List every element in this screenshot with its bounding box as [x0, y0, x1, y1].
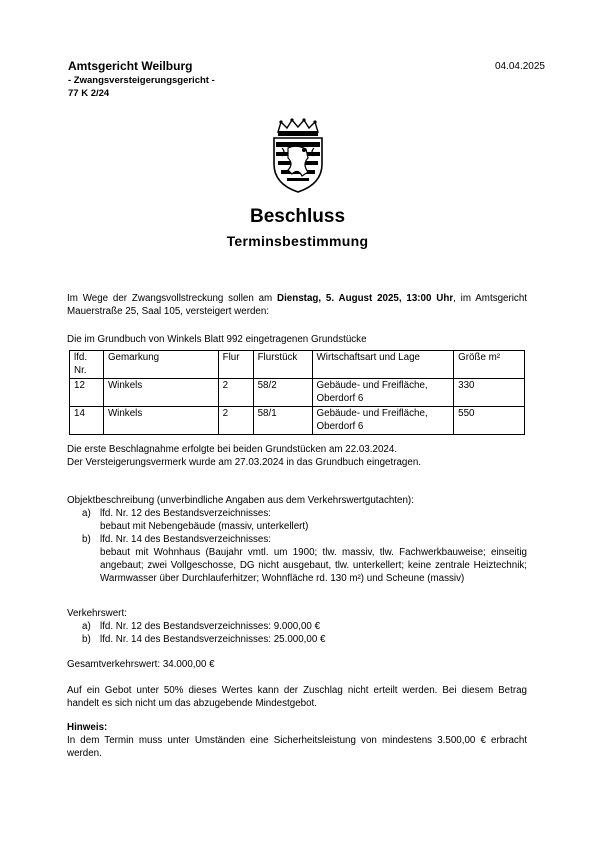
table-cell: Gebäude- und Freifläche, Oberdorf 6 — [312, 407, 454, 435]
table-cell: 2 — [218, 379, 253, 407]
table-cell: 2 — [218, 407, 253, 435]
table-cell: 12 — [70, 379, 104, 407]
list-label: lfd. Nr. 14 des Bestandsverzeichnisses: — [100, 534, 271, 545]
table-header: Flurstück — [253, 351, 312, 379]
document-date: 04.04.2025 — [494, 61, 545, 72]
list-marker: a) — [82, 621, 91, 632]
list-marker: a) — [82, 508, 91, 519]
hessen-coat-of-arms-icon — [268, 118, 328, 194]
table-cell: 58/1 — [253, 407, 312, 435]
table-cell: 58/2 — [253, 379, 312, 407]
document-title: Beschluss — [249, 206, 346, 227]
list-marker: b) — [82, 534, 91, 545]
list-text: lfd. Nr. 14 des Bestandsverzeichnisses: 25.000,00 € — [100, 634, 326, 645]
hint-heading: Hinweis: — [67, 722, 108, 733]
table-header-row — [70, 351, 525, 379]
court-name: Amtsgericht Weilburg — [68, 59, 193, 73]
objects-heading: Objektbeschreibung (unverbindliche Angaben aus dem Verkehrswertgutachten): — [67, 495, 414, 506]
list-marker: b) — [82, 634, 91, 645]
seizure-line-2: Der Versteigerungsvermerk wurde am 27.03.2024 in das Grundbuch eingetragen. — [67, 457, 421, 468]
list-text: lfd. Nr. 12 des Bestandsverzeichnisses: 9.000,00 € — [100, 621, 321, 632]
document-subtitle: Terminsbestimmung — [226, 233, 369, 249]
list-item-text: bebaut mit Wohnhaus (Baujahr vmtl. um 1900; tlw. massiv, tlw. Fachwerkbauweise; einseitig angebaut; zwei Vollgeschosse, DG nicht ausgebaut, tlw. unterkellert; keine zentrale Heiztechnik; Warmwasser über Durchlauferhitzer; Wohnfläche rd. 130 m²) und Scheune (massiv) — [100, 547, 527, 584]
list-item — [82, 633, 527, 646]
court-department: - Zwangsversteigerungsgericht - — [68, 75, 215, 86]
table-header: Größe m² — [454, 351, 525, 379]
register-line: Die im Grundbuch von Winkels Blatt 992 eingetragenen Grundstücke — [67, 334, 367, 345]
list-item — [82, 620, 527, 633]
total-market-value: Gesamtverkehrswert: 34.000,00 € — [67, 659, 215, 670]
appointment-date: Dienstag, 5. August 2025, 13:00 Uhr — [277, 293, 454, 304]
seizure-line-1: Die erste Beschlagnahme erfolgte bei beiden Grundstücken am 22.03.2024. — [67, 444, 398, 455]
list-item-text: bebaut mit Nebengebäude (massiv, unterkellert) — [100, 521, 309, 532]
file-number: 77 K 2/24 — [68, 88, 110, 99]
list-item — [82, 507, 527, 520]
bid-note: Auf ein Gebot unter 50% dieses Wertes kann der Zuschlag nicht erteilt werden. Bei diesem Betrag handelt es sich nicht um das abzugebende Mindestgebot. — [67, 685, 527, 709]
hint-text: In dem Termin muss unter Umständen eine Sicherheitsleistung von mindestens 3.500,00 € erbracht werden. — [67, 735, 527, 759]
table-row — [70, 379, 525, 407]
table-row — [70, 407, 525, 435]
table-header: Gemarkung — [103, 351, 218, 379]
table-cell: 330 — [454, 379, 525, 407]
plots-table — [69, 350, 525, 435]
list-label: lfd. Nr. 12 des Bestandsverzeichnisses: — [100, 508, 271, 519]
market-value-heading: Verkehrswert: — [67, 608, 127, 619]
table-header: lfd. Nr. — [70, 351, 104, 379]
table-cell: 14 — [70, 407, 104, 435]
intro-paragraph — [67, 292, 527, 318]
table-cell: 550 — [454, 407, 525, 435]
intro-text-2: , im Amtsgericht Mauerstraße 25, Saal 105, versteigert werden: — [67, 293, 527, 317]
intro-text-1: Im Wege der Zwangsvollstreckung sollen am — [67, 293, 277, 304]
table-header: Wirtschaftsart und Lage — [312, 351, 454, 379]
market-value-list — [82, 620, 527, 646]
table-cell: Winkels — [103, 379, 218, 407]
table-cell: Winkels — [103, 407, 218, 435]
list-item — [82, 533, 527, 546]
objects-list — [82, 507, 527, 585]
table-cell: Gebäude- und Freifläche, Oberdorf 6 — [312, 379, 454, 407]
table-header: Flur — [218, 351, 253, 379]
